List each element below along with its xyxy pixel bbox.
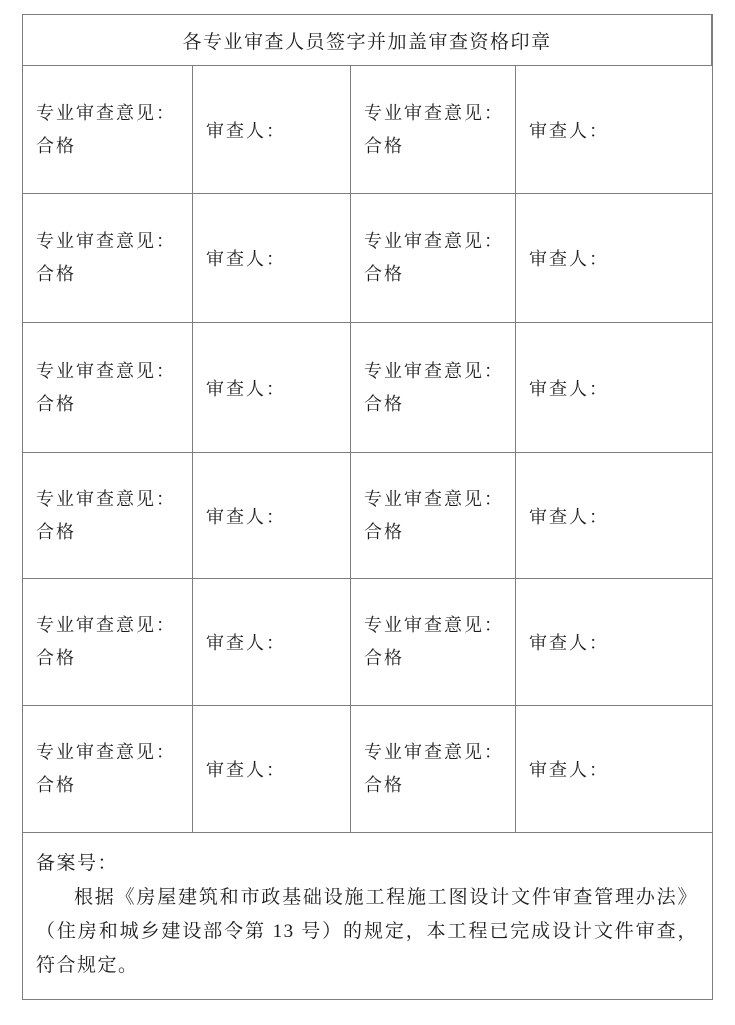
reviewer-label: 审查人： — [529, 506, 609, 527]
reviewer-label: 审查人： — [206, 120, 286, 141]
reviewer-label: 审查人： — [206, 506, 286, 527]
reviewer-label: 审查人： — [206, 760, 286, 780]
opinion-cell — [351, 323, 516, 453]
reviewer-label: 审查人： — [206, 249, 286, 269]
opinion-cell — [351, 453, 516, 579]
reviewer-label: 审查人： — [206, 633, 286, 653]
reviewer-label: 审查人： — [529, 378, 609, 399]
opinion-result: 合格 — [36, 264, 76, 284]
reviewer-cell — [193, 706, 351, 833]
opinion-result: 合格 — [36, 521, 76, 542]
reviewer-cell — [516, 323, 712, 453]
reviewer-label: 审查人： — [529, 760, 609, 780]
opinion-label: 专业审查意见： — [364, 360, 504, 381]
reviewer-cell — [193, 453, 351, 579]
reviewer-cell — [516, 453, 712, 579]
table-title: 各专业审查人员签字并加盖审查资格印章 — [23, 15, 712, 66]
filing-section — [23, 833, 712, 999]
opinion-result: 合格 — [364, 521, 404, 542]
reviewer-cell — [516, 579, 712, 706]
opinion-label: 专业审查意见： — [36, 742, 176, 762]
reviewer-cell — [516, 194, 712, 323]
opinion-label: 专业审查意见： — [364, 231, 504, 251]
opinion-label: 专业审查意见： — [36, 488, 176, 509]
opinion-result: 合格 — [364, 135, 404, 156]
reviewer-label: 审查人： — [529, 249, 609, 269]
opinion-label: 专业审查意见： — [364, 615, 504, 635]
filing-number-label: 备案号： — [36, 853, 119, 874]
reviewer-cell — [516, 706, 712, 833]
opinion-cell — [351, 706, 516, 833]
opinion-cell — [23, 194, 193, 323]
opinion-cell — [23, 706, 193, 833]
opinion-cell — [23, 66, 193, 194]
opinion-result: 合格 — [364, 775, 404, 795]
reviewer-label: 审查人： — [206, 378, 286, 399]
reviewer-label: 审查人： — [529, 120, 609, 141]
opinion-cell — [23, 579, 193, 706]
reviewer-cell — [193, 579, 351, 706]
opinion-label: 专业审查意见： — [36, 615, 176, 635]
opinion-result: 合格 — [364, 393, 404, 414]
opinion-result: 合格 — [36, 648, 76, 668]
opinion-label: 专业审查意见： — [364, 488, 504, 509]
reviewer-cell — [193, 323, 351, 453]
opinion-cell — [23, 323, 193, 453]
reviewer-cell — [516, 66, 712, 194]
opinion-result: 合格 — [36, 775, 76, 795]
reviewer-cell — [193, 66, 351, 194]
opinion-label: 专业审查意见： — [36, 231, 176, 251]
signature-table — [22, 14, 713, 1000]
opinion-result: 合格 — [36, 393, 76, 414]
opinion-label: 专业审查意见： — [36, 102, 176, 123]
opinion-label: 专业审查意见： — [364, 102, 504, 123]
reviewer-cell — [193, 194, 351, 323]
opinion-label: 专业审查意见： — [36, 360, 176, 381]
opinion-cell — [351, 66, 516, 194]
filing-note: 根据《房屋建筑和市政基础设施工程施工图设计文件审查管理办法》（住房和城乡建设部令第 13 号）的规定，本工程已完成设计文件审查，符合规定。 — [36, 887, 698, 976]
opinion-cell — [351, 579, 516, 706]
opinion-label: 专业审查意见： — [364, 742, 504, 762]
opinion-result: 合格 — [364, 264, 404, 284]
opinion-cell — [23, 453, 193, 579]
opinion-result: 合格 — [36, 135, 76, 156]
opinion-result: 合格 — [364, 648, 404, 668]
reviewer-label: 审查人： — [529, 633, 609, 653]
opinion-cell — [351, 194, 516, 323]
